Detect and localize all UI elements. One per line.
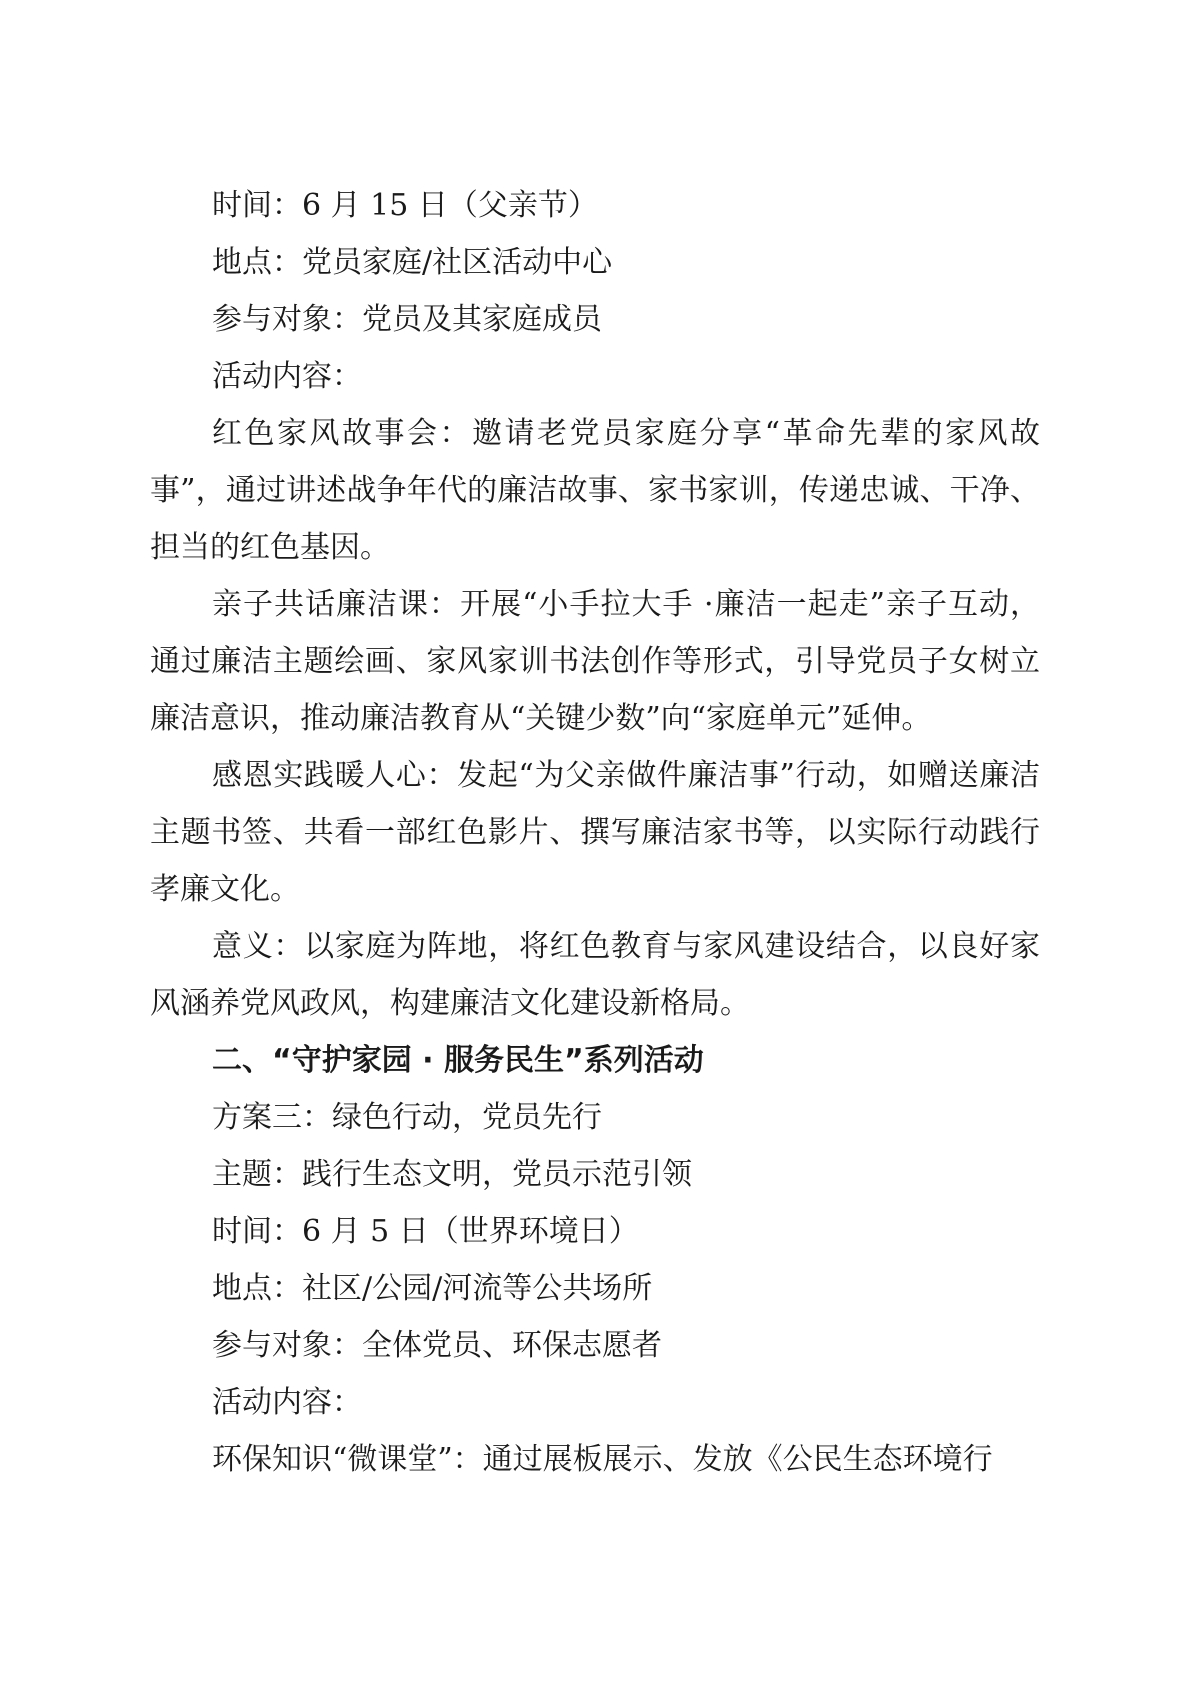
- activity-content-label: 活动内容：: [212, 359, 362, 394]
- activity-significance: 意义：以家庭为阵地，将红色教育与家风建设结合，以良好家风涵养党风政风，构建廉洁文化建设新格局。: [150, 929, 1040, 1021]
- plan-time: 时间：6 月 5 日（世界环境日）: [212, 1214, 639, 1249]
- plan-title: 方案三：绿色行动，党员先行: [212, 1100, 602, 1135]
- plan-participants: 参与对象：全体党员、环保志愿者: [212, 1328, 662, 1363]
- plan-location: 地点：社区/公园/河流等公共场所: [212, 1271, 653, 1306]
- event-time: 时间：6 月 15 日（父亲节）: [212, 188, 598, 223]
- activity-item-story-meeting: 红色家风故事会：邀请老党员家庭分享“革命先辈的家风故事”，通过讲述战争年代的廉洁故事、家书家训，传递忠诚、干净、担当的红色基因。: [150, 416, 1040, 565]
- plan-content-label: 活动内容：: [212, 1385, 362, 1420]
- document-body: [150, 177, 1040, 1488]
- event-location: 地点：党员家庭/社区活动中心: [212, 245, 613, 280]
- section-heading: 二、“守护家园 · 服务民生”系列活动: [212, 1043, 704, 1078]
- event-participants: 参与对象：党员及其家庭成员: [212, 302, 602, 337]
- plan-theme: 主题：践行生态文明，党员示范引领: [212, 1157, 692, 1192]
- activity-item-gratitude-practice: 感恩实践暖人心：发起“为父亲做件廉洁事”行动，如赠送廉洁主题书签、共看一部红色影片、撰写廉洁家书等，以实际行动践行孝廉文化。: [150, 758, 1040, 907]
- plan-item-eco-class: 环保知识“微课堂”：通过展板展示、发放《公民生态环境行: [212, 1442, 993, 1477]
- activity-item-parent-child-class: 亲子共话廉洁课：开展“小手拉大手 ·廉洁一起走”亲子互动，通过廉洁主题绘画、家风家训书法创作等形式，引导党员子女树立廉洁意识，推动廉洁教育从“关键少数”向“家庭单元”延伸。: [150, 587, 1040, 736]
